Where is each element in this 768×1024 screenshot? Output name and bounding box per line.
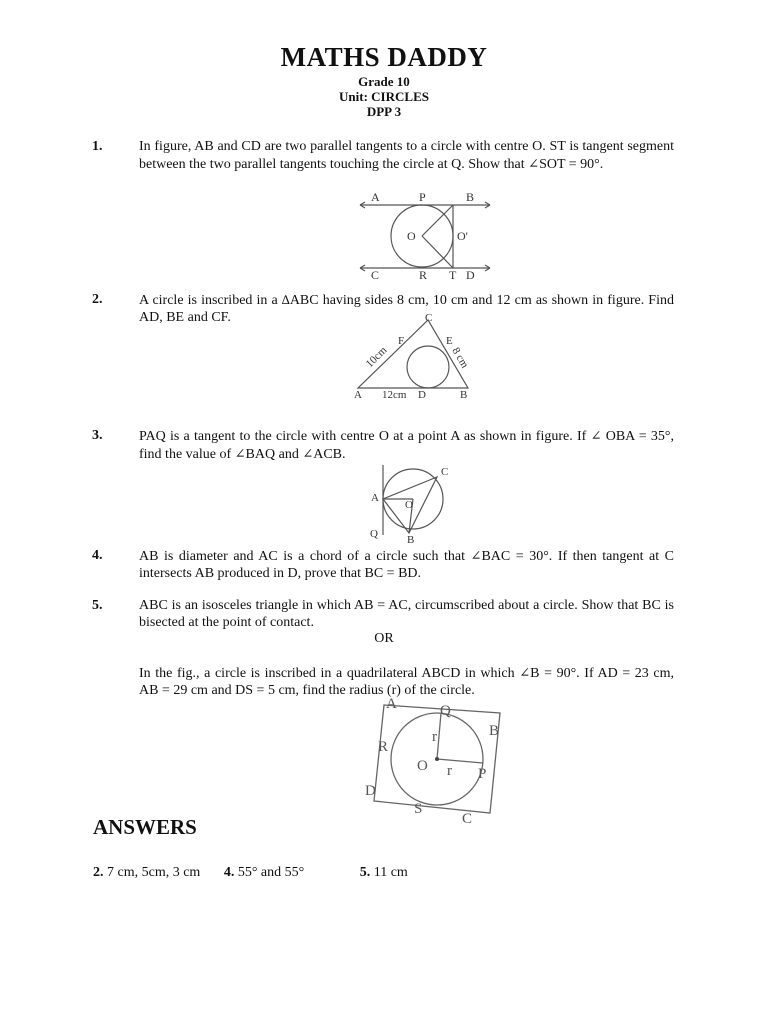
- angle-icon: ∠: [302, 446, 314, 461]
- fig1-label-c: C: [371, 268, 380, 282]
- fig5-label-o: O: [417, 758, 428, 774]
- fig5-label-d: D: [365, 783, 376, 799]
- question-text: AB is diameter and AC is a chord of a circle such that ∠BAC = 30°. If then tangent at C intersects AB produced in D, prove that BC = BD.: [139, 548, 674, 581]
- fig3-label-c: C: [441, 466, 449, 478]
- fig3-label-q: Q: [370, 528, 378, 540]
- answers-heading: ANSWERS: [93, 815, 197, 839]
- question-text: PAQ is a tangent to the circle with centre O at a point A as shown in figure. If ∠ OBA = 35°, find the value of ∠BAQ and ∠ACB.: [139, 428, 675, 462]
- fig1-label-d: D: [466, 268, 475, 282]
- dpp-label: DPP 3: [366, 104, 402, 119]
- triangle-icon: ∆: [281, 292, 290, 307]
- fig5-label-s: S: [414, 801, 423, 817]
- question-text: In figure, AB and CD are two parallel tangents to a circle with centre O. ST is tangent segment between the two parallel tangents touching the circle at Q. Show that ∠SOT = 90°.: [139, 139, 674, 172]
- unit-label: Unit: CIRCLES: [339, 89, 429, 104]
- question-text: ABC is an isosceles triangle in which AB = AC, circumscribed about a circle. Show that BC is bisected at the point of contact.: [139, 598, 674, 630]
- or-separator: OR: [374, 631, 394, 646]
- fig2-label-10cm: 10cm: [363, 344, 390, 371]
- fig5-label-a: A: [386, 696, 397, 712]
- answer-item: 2. 7 cm, 5cm, 3 cm: [93, 865, 201, 880]
- fig1-label-b: B: [466, 190, 475, 204]
- fig2-label-b: B: [460, 389, 468, 401]
- fig5-label-p: P: [478, 766, 487, 782]
- grade-label: Grade 10: [358, 74, 410, 89]
- fig5-label-r: R: [378, 739, 389, 755]
- question-number: 3.: [92, 428, 103, 443]
- fig3-label-b: B: [407, 534, 415, 543]
- fig2-label-d: D: [418, 389, 426, 401]
- answer-item: 5. 11 cm: [359, 865, 408, 880]
- angle-icon: ∠: [234, 446, 246, 461]
- fig3-label-a: A: [371, 492, 379, 504]
- question-number: 4.: [92, 548, 103, 563]
- fig2-label-c: C: [425, 312, 433, 324]
- fig2-label-12cm: 12cm: [382, 389, 407, 401]
- question-number: 5.: [92, 598, 103, 613]
- question-number: 1.: [92, 139, 103, 154]
- question-text: In the fig., a circle is inscribed in a quadrilateral ABCD in which ∠B = 90°. If AD = 23 cm, AB = 29 cm and DS = 5 cm, find the radius (r) of the circle.: [139, 665, 674, 698]
- page-title: MATHS DADDY: [280, 42, 488, 72]
- answer-item: 4. 55° and 55°: [223, 865, 305, 880]
- angle-icon: ∠: [590, 428, 602, 443]
- fig2-label-8cm: 8 cm: [449, 345, 471, 371]
- fig2-label-a: A: [354, 389, 362, 401]
- answers-list: [93, 865, 408, 881]
- figure-3: [365, 463, 460, 543]
- fig1-label-a: A: [371, 190, 380, 204]
- fig1-label-r: R: [419, 268, 428, 282]
- fig5-label-r-top: r: [432, 729, 437, 745]
- fig2-label-f: F: [398, 335, 405, 347]
- angle-icon: ∠: [519, 665, 531, 680]
- fig5-label-q: Q: [440, 703, 451, 719]
- fig1-label-t: T: [449, 268, 457, 282]
- fig3-label-o: O: [405, 499, 413, 511]
- fig1-label-p: P: [419, 190, 426, 204]
- fig2-label-e: E: [446, 335, 453, 347]
- figure-5: [362, 695, 512, 827]
- angle-icon: ∠: [470, 548, 482, 563]
- fig5-label-c: C: [462, 811, 473, 827]
- question-number: 2.: [92, 292, 103, 307]
- fig1-label-o: O: [407, 229, 416, 243]
- fig5-label-r-side: r: [447, 763, 452, 779]
- figure-2: [350, 310, 480, 402]
- figure-1: [355, 190, 495, 282]
- angle-icon: ∠: [528, 156, 540, 171]
- question-text: A circle is inscribed in a ∆ABC having sides 8 cm, 10 cm and 12 cm as shown in figure. Find AD, BE and CF.: [139, 292, 674, 325]
- fig1-label-o-prime: O': [457, 229, 468, 243]
- fig5-label-b: B: [489, 723, 500, 739]
